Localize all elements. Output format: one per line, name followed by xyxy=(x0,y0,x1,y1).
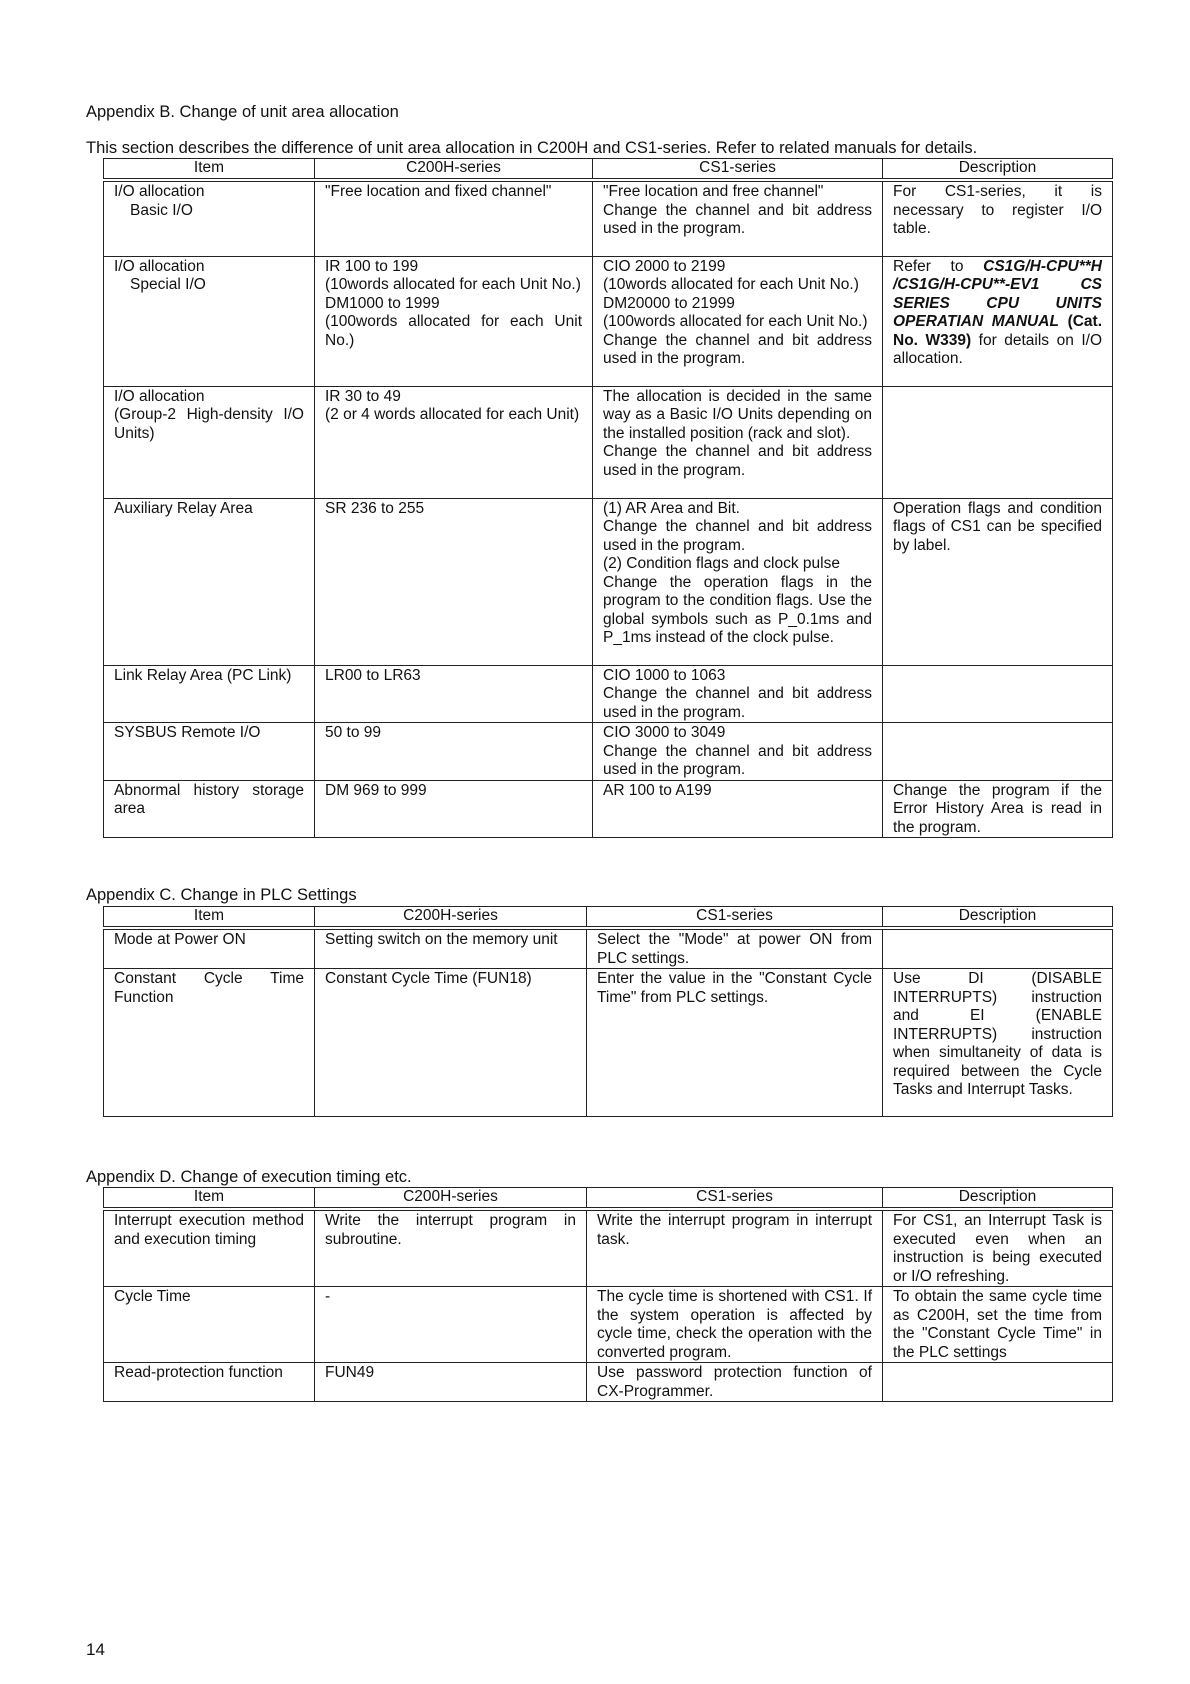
cell-c200h: - xyxy=(315,1287,587,1363)
appendix-b-title: Appendix B. Change of unit area allocation xyxy=(86,103,399,121)
table-row xyxy=(104,1209,1113,1287)
cell-cs1: (1) AR Area and Bit. Change the channel and bit address used in the program. (2) Condition flags and clock pulse Change the operation flags in the program to the condition flags. Use the global symbols such as P_0.1ms and P_1ms instead of the clock pulse. xyxy=(593,498,883,665)
cell-item: Constant Cycle Time Function xyxy=(104,969,315,1117)
cell-item: SYSBUS Remote I/O xyxy=(104,723,315,781)
cell-c200h: "Free location and fixed channel" xyxy=(315,180,593,256)
cell-cs1: Enter the value in the "Constant Cycle Time" from PLC settings. xyxy=(587,969,883,1117)
cell-item: Abnormal history storage area xyxy=(104,780,315,838)
cell-description xyxy=(883,723,1113,781)
cell-description xyxy=(883,665,1113,723)
cell-cs1: Write the interrupt program in interrupt task. xyxy=(587,1209,883,1287)
header-item: Item xyxy=(104,159,315,181)
item-subline: Basic I/O xyxy=(130,201,193,219)
header-item: Item xyxy=(104,907,315,929)
appendix-b-table xyxy=(103,158,1113,838)
header-c200h: C200H-series xyxy=(315,907,587,929)
table-row xyxy=(104,498,1113,665)
cell-cs1: The allocation is decided in the same way as a Basic I/O Units depending on the installed position (rack and slot). Change the channel and bit address used in the program. xyxy=(593,386,883,498)
cell-description: Use DI (DISABLE INTERRUPTS) instruction and EI (ENABLE INTERRUPTS) instruction when simultaneity of data is required between the Cycle Tasks and Interrupt Tasks. xyxy=(883,969,1113,1117)
header-item: Item xyxy=(104,1188,315,1210)
cell-c200h: Constant Cycle Time (FUN18) xyxy=(315,969,587,1117)
cell-c200h: Setting switch on the memory unit xyxy=(315,928,587,969)
cell-cs1: CIO 1000 to 1063 Change the channel and bit address used in the program. xyxy=(593,665,883,723)
manual-title: CS1G/H-CPU**H /CS1G/H-CPU**-EV1 CS SERIES CPU UNITS OPERATIAN MANUAL xyxy=(893,257,1102,330)
cell-c200h: LR00 to LR63 xyxy=(315,665,593,723)
cell-description xyxy=(883,1363,1113,1402)
cell-cs1: AR 100 to A199 xyxy=(593,780,883,838)
appendix-c-title: Appendix C. Change in PLC Settings xyxy=(86,886,357,904)
cell-item xyxy=(104,256,315,386)
table-row xyxy=(104,1363,1113,1402)
cell-item: Cycle Time xyxy=(104,1287,315,1363)
table-row xyxy=(104,665,1113,723)
cell-cs1: CIO 2000 to 2199 (10words allocated for each Unit No.) DM20000 to 21999 (100words allocated for each Unit No.) Change the channel and bit address used in the program. xyxy=(593,256,883,386)
cell-cs1: The cycle time is shortened with CS1. If the system operation is affected by cycle time, check the operation with the converted program. xyxy=(587,1287,883,1363)
table-header-row xyxy=(104,159,1113,181)
table-row xyxy=(104,386,1113,498)
cell-c200h: DM 969 to 999 xyxy=(315,780,593,838)
cell-c200h: IR 100 to 199 (10words allocated for each Unit No.) DM1000 to 1999 (100words allocated for each Unit No.) xyxy=(315,256,593,386)
table-row xyxy=(104,780,1113,838)
cell-description: For CS1, an Interrupt Task is executed even when an instruction is being executed or I/O refreshing. xyxy=(883,1209,1113,1287)
item-line: I/O allocation xyxy=(114,183,205,200)
item-line: I/O allocation xyxy=(114,257,205,275)
cell-description xyxy=(883,256,1113,386)
appendix-c-table xyxy=(103,906,1113,1117)
cell-item: Mode at Power ON xyxy=(104,928,315,969)
table-row xyxy=(104,723,1113,781)
catalog-number: (Cat. No. W339) xyxy=(893,313,1103,349)
cell-c200h: Write the interrupt program in subroutine. xyxy=(315,1209,587,1287)
cell-c200h: SR 236 to 255 xyxy=(315,498,593,665)
table-row xyxy=(104,180,1113,256)
cell-description: To obtain the same cycle time as C200H, set the time from the "Constant Cycle Time" in the PLC settings xyxy=(883,1287,1113,1363)
cell-description: Operation flags and condition flags of CS1 can be specified by label. xyxy=(883,498,1113,665)
cell-item: Link Relay Area (PC Link) xyxy=(104,665,315,723)
header-description: Description xyxy=(883,907,1113,929)
cell-item xyxy=(104,180,315,256)
cell-description: Change the program if the Error History Area is read in the program. xyxy=(883,780,1113,838)
table-row xyxy=(104,928,1113,969)
cell-c200h: IR 30 to 49 (2 or 4 words allocated for each Unit) xyxy=(315,386,593,498)
cell-c200h: 50 to 99 xyxy=(315,723,593,781)
appendix-d-table xyxy=(103,1187,1113,1402)
item-subline: Special I/O xyxy=(130,276,206,293)
header-c200h: C200H-series xyxy=(315,1188,587,1210)
cell-cs1: "Free location and free channel" Change the channel and bit address used in the program. xyxy=(593,180,883,256)
header-cs1: CS1-series xyxy=(593,159,883,181)
table-row xyxy=(104,1287,1113,1363)
header-cs1: CS1-series xyxy=(587,1188,883,1210)
page-number: 14 xyxy=(86,1640,105,1659)
header-cs1: CS1-series xyxy=(587,907,883,929)
appendix-b-intro: This section describes the difference of unit area allocation in C200H and CS1-series. Refer to related manuals for details. xyxy=(86,139,978,157)
table-row xyxy=(104,969,1113,1117)
cell-item: Auxiliary Relay Area xyxy=(104,498,315,665)
desc-text: for details on I/O allocation. xyxy=(893,331,1102,367)
header-c200h: C200H-series xyxy=(315,159,593,181)
appendix-d-title: Appendix D. Change of execution timing etc. xyxy=(86,1168,412,1186)
cell-cs1: CIO 3000 to 3049 Change the channel and bit address used in the program. xyxy=(593,723,883,781)
desc-text: Refer to xyxy=(893,257,984,275)
cell-cs1: Use password protection function of CX-Programmer. xyxy=(587,1363,883,1402)
table-row xyxy=(104,256,1113,386)
cell-item: Interrupt execution method and execution timing xyxy=(104,1209,315,1287)
header-description: Description xyxy=(883,159,1113,181)
header-description: Description xyxy=(883,1188,1113,1210)
cell-description xyxy=(883,928,1113,969)
cell-c200h: FUN49 xyxy=(315,1363,587,1402)
cell-description xyxy=(883,386,1113,498)
cell-cs1: Select the "Mode" at power ON from PLC settings. xyxy=(587,928,883,969)
cell-item: Read-protection function xyxy=(104,1363,315,1402)
cell-item: I/O allocation (Group-2 High-density I/O Units) xyxy=(104,386,315,498)
table-header-row xyxy=(104,1188,1113,1210)
table-header-row xyxy=(104,907,1113,929)
cell-description: For CS1-series, it is necessary to register I/O table. xyxy=(883,180,1113,256)
